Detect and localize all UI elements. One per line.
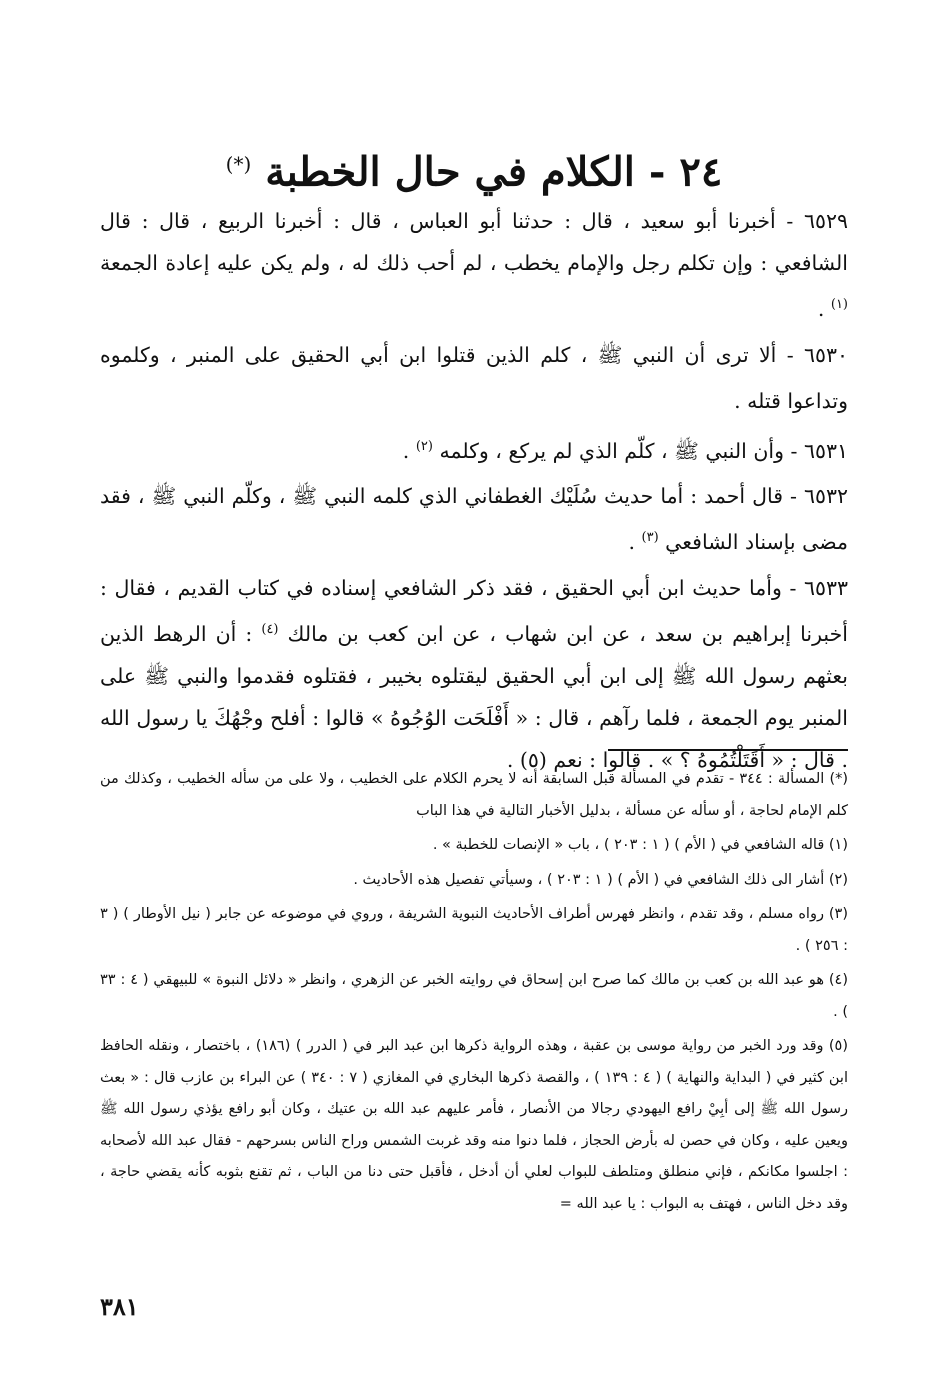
footnote-ref: (١) bbox=[830, 297, 848, 312]
footnote: (٥) وقد ورد الخبر من رواية موسى بن عقبة ، وهذه الرواية ذكرها ابن عبد البر في ( الدرر ) (١٨٦) ، باختصار ، ونقله الحافظ ابن كثير في ( البداية والنهاية ) ( ٤ : ١٣٩ ) ، والقصة ذكرها البخاري في المغازي ( ٧ : ٣٤٠ ) عن البراء بن عازب قال : « بعث رسول الله ﷺ إلى أبِيْ رافع اليهودي رجالا من الأنصار ، فأمر عليهم عبد الله بن عتيك ، وكان أبو رافع يؤذي رسول الله ﷺ ويعين عليه ، وكان في حصن له بأرض الحجاز ، فلما دنوا منه وقد غربت الشمس وراح الناس بسرحهم - فقال عبد الله لأصحابه : اجلسوا مكانكم ، فإني منطلق ومتلطف للبواب لعلي أن أدخل ، فأقبل حتى دنا من الباب ، ثم تقنع بثوبه كأنه يقضي حاجة ، وقد دخل الناس ، فهتف به البواب : يا عبد الله = bbox=[100, 1038, 848, 1212]
chapter-title: ٢٤ - الكلام في حال الخطبة bbox=[265, 148, 723, 196]
footnote-ref: (٤) bbox=[261, 622, 279, 638]
footnote: (٤) هو عبد الله بن كعب بن مالك كما صرح ابن إسحاق في روايته الخبر عن الزهري ، وانظر « دلائل النبوة » للبيهقي ( ٤ : ٣٣ ) . bbox=[100, 972, 849, 1020]
paragraph-text: ٦٥٢٩ - أخبرنا أبو سعيد ، قال : حدثنا أبو العباس ، قال : أخبرنا الربيع ، قال : قال الشافعي : وإن تكلم رجل والإمام يخطب ، لم أحب ذلك له ، ولم يكن عليه إعادة الجمعة bbox=[100, 209, 848, 275]
paragraph-end: . bbox=[402, 438, 416, 463]
footnote: (*) المسألة : ٣٤٤ - تقدم في المسألة قبل السابقة أنه لا يحرم الكلام على الخطيب ، ولا على من سأله الخطيب ، وكذلك من كلم الإمام لحاجة ، أو سأله عن مسألة ، بدليل الأخبار التالية في هذا الباب bbox=[100, 771, 849, 819]
footnote: (٣) رواه مسلم ، وقد تقدم ، وانظر فهرس أطراف الأحاديث النبوية الشريفة ، وروي في موضوعه عن جابر ( نيل الأوطار ) ( ٣ : ٢٥٦ ) . bbox=[100, 906, 848, 954]
paragraph bbox=[100, 334, 848, 422]
paragraph-end: : أن الرهط الذين بعثهم رسول الله ﷺ إلى ابن أبي الحقيق ليقتلوه بخيبر ، فقتلوه فقدموا والنبي ﷺ على المنبر يوم الجمعة ، فلما رآهم ، قال : « أَفْلَحَت الوُجُوهُ » قالوا : أفلح وجْهُكَ يا رسول الله . قال : « أَقَتَلْتُمُوهُ ؟ » . قالوا : نعم (٥) . bbox=[100, 622, 848, 773]
paragraph-end: . bbox=[628, 530, 642, 555]
page-number: ٣٨١ bbox=[100, 1292, 139, 1321]
paragraph bbox=[100, 475, 848, 563]
paragraph-text: ٦٥٣٠ - ألا ترى أن النبي ﷺ ، كلم الذين قتلوا ابن أبي الحقيق على المنبر ، وكلموه وتداعوا قتله . bbox=[100, 342, 848, 413]
footnote-ref: (٣) bbox=[641, 530, 659, 546]
footnote: (٢) أشار الى ذلك الشافعي في ( الأم ) ( ١ : ٢٠٣ ) ، وسيأتي تفصيل هذه الأحاديث . bbox=[353, 871, 848, 888]
paragraph-text: ٦٥٣٣ - وأما حديث ابن أبي الحقيق ، فقد ذكر الشافعي إسناده في كتاب القديم ، فقال : أخبرنا إبراهيم بن سعد ، عن ابن شهاب ، عن ابن كعب بن مالك bbox=[100, 576, 848, 647]
paragraph-text: ٦٥٣١ - وأن النبي ﷺ ، كلّم الذي لم يركع ، وكلمه bbox=[439, 438, 848, 463]
chapter-heading bbox=[0, 138, 948, 198]
footnote-divider bbox=[608, 749, 848, 751]
paragraph bbox=[100, 200, 848, 330]
footnote-ref: (٢) bbox=[415, 438, 433, 454]
paragraph-text: ٦٥٣٢ - قال أحمد : أما حديث سُلَيْك الغطفاني الذي كلمه النبي ﷺ ، وكلّم النبي ﷺ ، فقد مضى بإسناد الشافعي bbox=[100, 484, 848, 555]
chapter-title-note-marker: (*) bbox=[225, 152, 252, 176]
paragraph bbox=[100, 426, 848, 472]
main-text bbox=[100, 200, 848, 785]
paragraph-end: . bbox=[817, 296, 831, 321]
footnotes bbox=[100, 764, 848, 1223]
footnote: (١) قاله الشافعي في ( الأم ) ( ١ : ٢٠٣ ) ، باب « الإنصات للخطبة » . bbox=[432, 837, 848, 853]
